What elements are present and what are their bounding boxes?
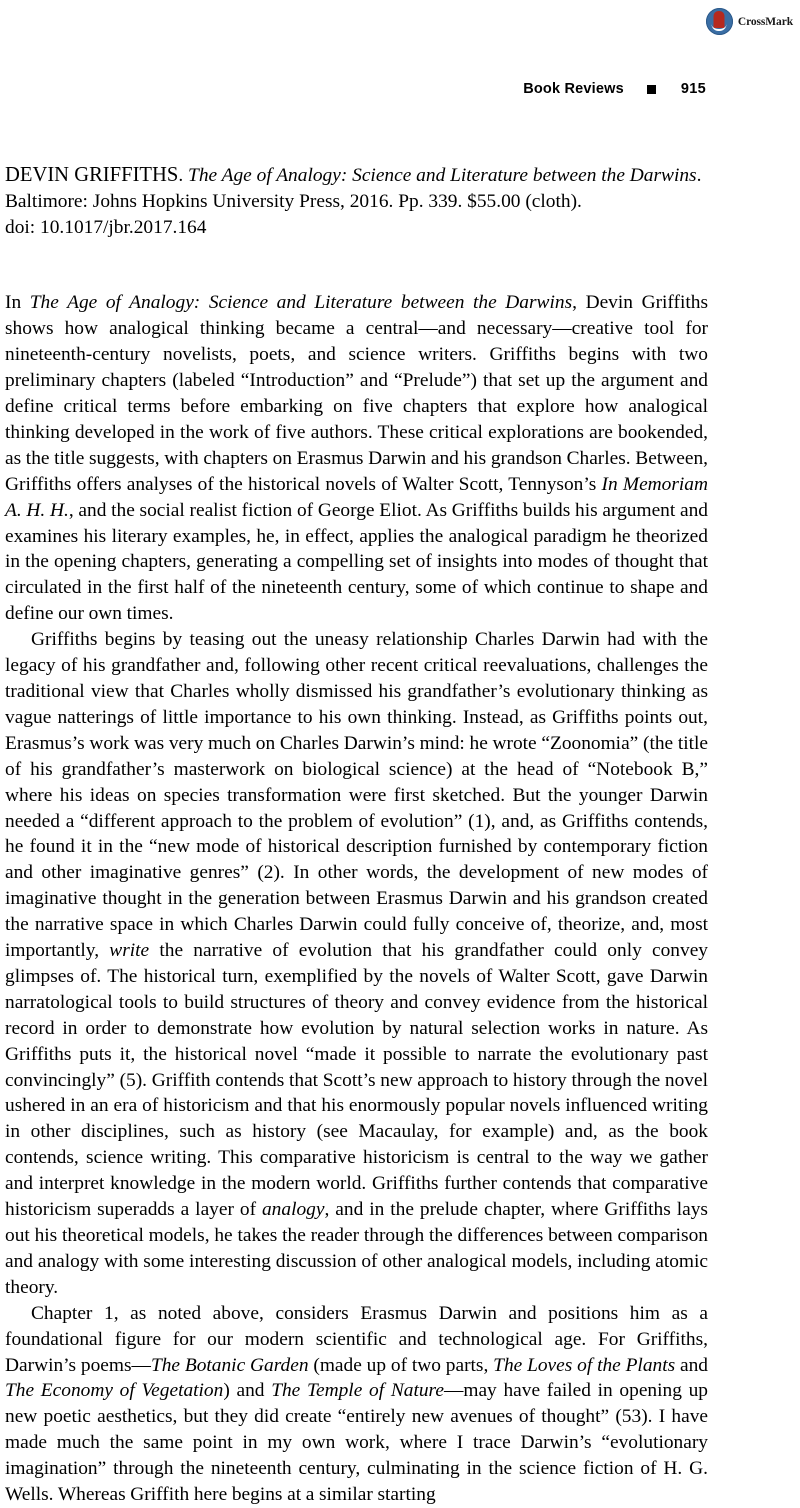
running-head [523,81,706,97]
black-square-bullet-icon [647,85,656,94]
italic-title-run: The Loves of the Plants [493,1354,676,1376]
italic-title-run: The Temple of Nature [271,1380,444,1402]
italic-title-run: The Age of Analogy: Science and Literature between the Darwins [29,292,573,314]
crossmark-badge[interactable] [706,8,793,35]
citation-title: The Age of Analogy: Science and Literature between the Darwins [188,165,697,186]
text-run: , Devin Griffiths shows how analogical thinking became a central—and necessary—creative tool for nineteenth-century novelists, poets, and science writers. Griffiths begins with two preliminary chapters (labeled “Introduction” and “Prelude”) that set up the argument and define critical terms before embarking on five chapters that explore how analogical thinking developed in the work of five authors. These critical explorations are bookended, as the title suggests, with chapters on Erasmus Darwin and his grandson Charles. Between, Griffiths offers analyses of the historical novels of Walter Scott, Tennyson’s [5,292,708,495]
body-paragraph [5,290,708,627]
text-run: the narrative of evolution that his grandfather could only convey glimpses of. The historical turn, exemplified by the novels of Walter Scott, gave Darwin narratological tools to build structures of theory and convey evidence from the historical record in order to demonstrate how evolution by natural selection works in nature. As Griffiths puts it, the historical novel “made it possible to narrate the evolutionary past convincingly” (5). Griffith contends that Scott’s new approach to history through the novel ushered in an era of historicism and that his enormously popular novels influenced writing in other disciplines, such as history (see Macaulay, for example) and, as the book contends, science writing. This comparative historicism is central to the way we gather and interpret knowledge in the modern world. Griffiths further contends that comparative historicism superadds a layer of [5,940,708,1221]
citation-publisher-line: Johns Hopkins University Press, 2016. Pp. 339. $55.00 (cloth). [92,190,582,212]
italic-title-run: analogy [261,1199,325,1221]
text-run: (made up of two parts, [308,1354,494,1376]
text-run: and [675,1354,708,1376]
text-run: Chapter 1, as noted above, considers Erasmus Darwin and positions him as a foundational figure for our modern scientific and technological age. For Griffiths, Darwin’s poems— [5,1302,708,1376]
crossmark-label: CrossMark [737,16,793,28]
text-run: In [5,292,30,314]
doi-line: doi: 10.1017/jbr.2017.164 [5,216,207,238]
page-number: 915 [680,81,706,97]
text-run: ) and [223,1380,272,1402]
body-paragraph [5,1301,708,1508]
italic-title-run: The Botanic Garden [150,1354,309,1376]
text-column [5,163,708,1508]
running-head-title: Book Reviews [523,81,624,97]
citation-author: DEVIN GRIFFITHS [5,164,179,186]
body-paragraph [5,627,708,1301]
italic-title-run: write [109,940,150,962]
review-body [5,290,708,1508]
citation-place: Baltimore: [5,190,88,212]
italic-title-run: The Economy of Vegetation [5,1380,224,1402]
citation-title-period: . [696,165,702,186]
text-run: , and the social realist fiction of George Eliot. As Griffiths builds his argument and examines his literary examples, he, in effect, applies the analogical paradigm he theorized in the opening chapters, generating a compelling set of insights into modes of thought that circulated in the first half of the nineteenth century, some of which continue to shape and define our own times. [5,499,708,625]
book-citation [5,163,708,215]
crossmark-logo-icon [706,8,733,35]
italic-title-run: In Memoriam A. H. H. [5,473,709,521]
citation-author-period: . [178,165,189,186]
text-run: Griffiths begins by teasing out the uneasy relationship Charles Darwin had with the legacy of his grandfather and, following other recent critical reevaluations, challenges the traditional view that Charles wholly dismissed his grandfather’s evolutionary thinking as vague natterings of little importance to his own thinking. Instead, as Griffiths points out, Erasmus’s work was very much on Charles Darwin’s mind: he wrote “Zoonomia” (the title of his grandfather’s masterwork on biological science) at the head of “Notebook B,” where his ideas on species transformation were first sketched. But the younger Darwin needed a “different approach to the problem of evolution” (1), and, as Griffiths contends, he found it in the “new mode of historical description furnished by contemporary fiction and other imaginative genres” (2). In other words, the development of new modes of imaginative thought in the generation between Erasmus Darwin and his grandson created the narrative space in which Charles Darwin could fully conceive of, theorize, and, most importantly, [5,629,708,962]
text-run: —may have failed in opening up new poetic aesthetics, but they did create “entirely new avenues of thought” (53). I have made much the same point in my own work, where I trace Darwin’s “evolutionary imagination” through the nineteenth century, culminating in the science fiction of H. G. Wells. Whereas Griffith here begins at a similar starting [5,1380,709,1506]
text-run: , and in the prelude chapter, where Griffiths lays out his theoretical models, he takes the reader through the differences between comparison and analogy with some interesting discussion of other analogical models, including atomic theory. [5,1199,708,1298]
